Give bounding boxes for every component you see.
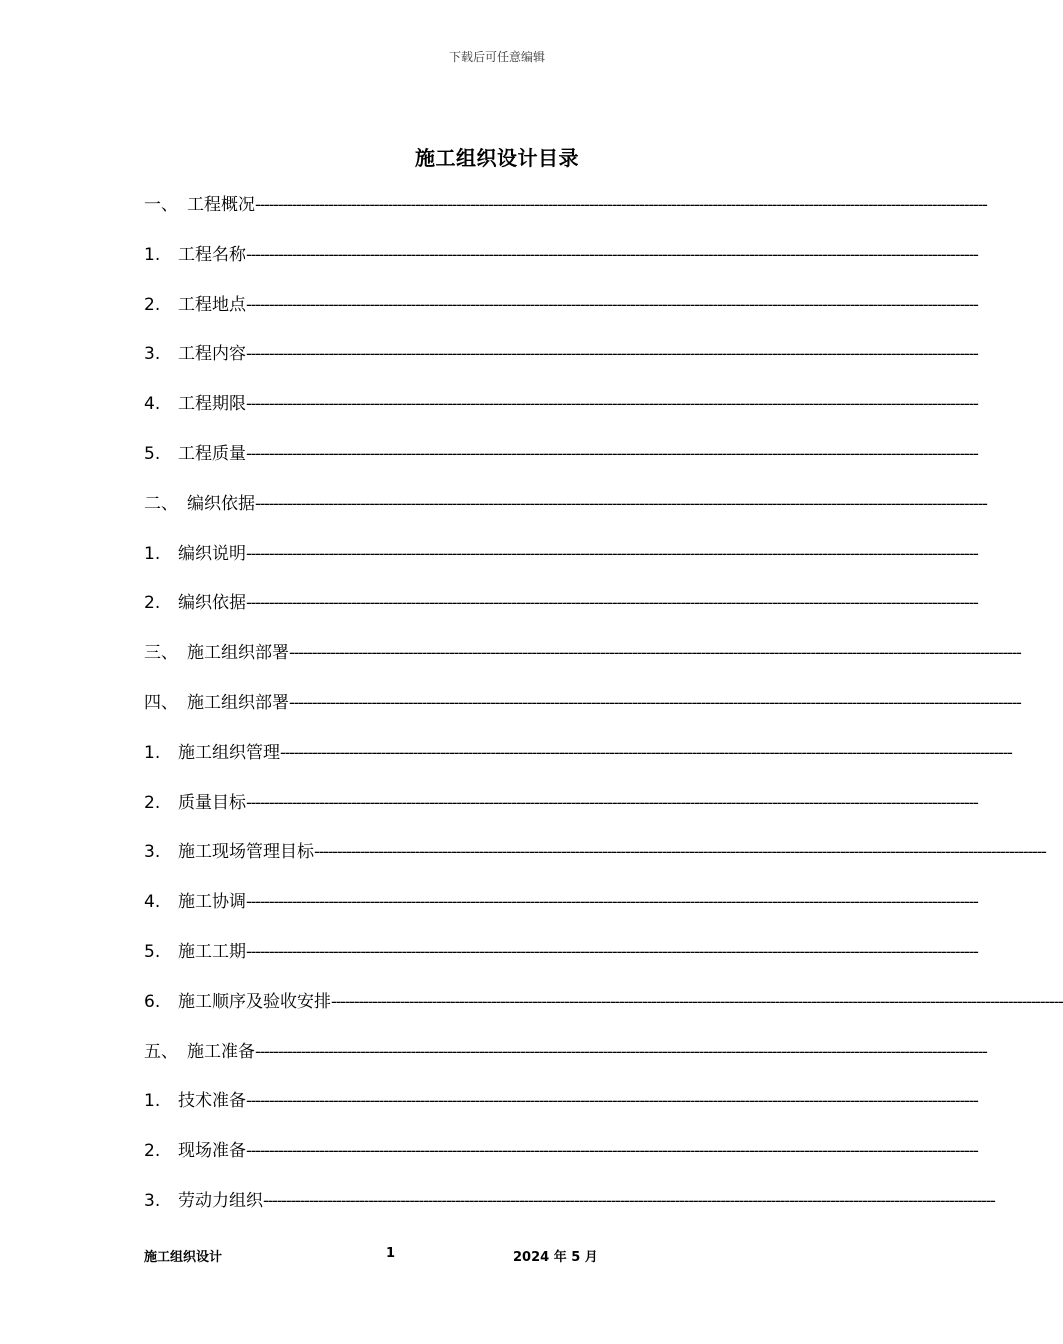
- toc-dash-leader: ----------------------------------------------------------------------------------------------------------------------------------------------------------------: [255, 493, 987, 513]
- toc-entry-number: 6.: [144, 991, 161, 1012]
- toc-dash-leader: ----------------------------------------------------------------------------------------------------------------------------------------------------------------: [263, 1190, 995, 1210]
- toc-entry-number: 2.: [144, 294, 161, 315]
- toc-entry-number: 4.: [144, 394, 161, 415]
- toc-entry-label: 工程质量: [178, 443, 246, 464]
- toc-entry: [144, 887, 978, 937]
- toc-entry: [144, 837, 1046, 887]
- toc-entry-number: 2.: [144, 1141, 161, 1162]
- toc-entry-label: 施工组织部署: [187, 643, 289, 664]
- toc-entry-label: 工程地点: [178, 294, 246, 315]
- toc-entry: [144, 240, 978, 290]
- toc-dash-leader: ----------------------------------------------------------------------------------------------------------------------------------------------------------------: [246, 294, 978, 314]
- toc-entry-label: 施工顺序及验收安排: [178, 991, 331, 1012]
- toc-dash-leader: ----------------------------------------------------------------------------------------------------------------------------------------------------------------: [246, 892, 978, 912]
- toc-entry-label: 施工现场管理目标: [178, 842, 314, 863]
- toc-entry: [144, 987, 1063, 1037]
- toc-dash-leader: ----------------------------------------------------------------------------------------------------------------------------------------------------------------: [289, 643, 1021, 663]
- toc-entry-label: 施工组织部署: [187, 692, 289, 713]
- toc-dash-leader: ----------------------------------------------------------------------------------------------------------------------------------------------------------------: [246, 1091, 978, 1111]
- toc-entry: [144, 339, 978, 389]
- toc-entry-number: 2.: [144, 593, 161, 614]
- toc-entry: [144, 539, 978, 589]
- toc-entry-label: 技术准备: [178, 1091, 246, 1112]
- toc-entry-number: 五、: [144, 1041, 178, 1062]
- toc-entry: [144, 439, 978, 489]
- toc-entry: [144, 190, 987, 240]
- toc-dash-leader: ----------------------------------------------------------------------------------------------------------------------------------------------------------------: [289, 692, 1021, 712]
- toc-entry-number: 2.: [144, 792, 161, 813]
- toc-entry-number: 5.: [144, 941, 161, 962]
- toc-entry: [144, 1186, 995, 1236]
- toc-dash-leader: ----------------------------------------------------------------------------------------------------------------------------------------------------------------: [246, 344, 978, 364]
- toc-dash-leader: ----------------------------------------------------------------------------------------------------------------------------------------------------------------: [246, 543, 978, 563]
- table-of-contents: [144, 190, 1063, 1236]
- toc-entry-number: 1.: [144, 1091, 161, 1112]
- toc-dash-leader: ----------------------------------------------------------------------------------------------------------------------------------------------------------------: [255, 195, 987, 214]
- document-title: 施工组织设计目录: [415, 146, 579, 170]
- toc-dash-leader: ----------------------------------------------------------------------------------------------------------------------------------------------------------------: [246, 443, 978, 463]
- toc-entry-number: 一、: [144, 195, 178, 215]
- toc-entry-number: 1.: [144, 244, 161, 265]
- toc-entry-label: 施工协调: [178, 892, 246, 913]
- toc-dash-leader: ----------------------------------------------------------------------------------------------------------------------------------------------------------------: [331, 991, 1063, 1011]
- toc-entry-number: 二、: [144, 493, 178, 514]
- toc-entry-label: 编织依据: [187, 493, 255, 514]
- toc-entry-label: 编织说明: [178, 543, 246, 564]
- toc-dash-leader: ----------------------------------------------------------------------------------------------------------------------------------------------------------------: [246, 394, 978, 414]
- page-footer: [144, 1246, 644, 1266]
- toc-entry-label: 工程期限: [178, 394, 246, 415]
- toc-entry: [144, 1086, 978, 1136]
- toc-dash-leader: ----------------------------------------------------------------------------------------------------------------------------------------------------------------: [246, 1141, 978, 1161]
- toc-dash-leader: ----------------------------------------------------------------------------------------------------------------------------------------------------------------: [246, 593, 978, 613]
- toc-entry-number: 3.: [144, 1190, 161, 1211]
- toc-entry-number: 3.: [144, 842, 161, 863]
- toc-entry-number: 四、: [144, 692, 178, 713]
- toc-entry-label: 施工工期: [178, 941, 246, 962]
- toc-entry: [144, 1136, 978, 1186]
- toc-dash-leader: ----------------------------------------------------------------------------------------------------------------------------------------------------------------: [246, 941, 978, 961]
- toc-entry: [144, 738, 1012, 788]
- toc-entry-label: 施工准备: [187, 1041, 255, 1062]
- toc-entry: [144, 937, 978, 987]
- toc-entry-label: 质量目标: [178, 792, 246, 813]
- toc-entry-label: 施工组织管理: [178, 742, 280, 763]
- toc-entry-label: 工程概况: [187, 195, 255, 215]
- toc-entry: [144, 290, 978, 340]
- toc-entry: [144, 588, 978, 638]
- toc-entry-number: 1.: [144, 742, 161, 763]
- toc-entry: [144, 489, 987, 539]
- footer-document-name: 施工组织设计: [144, 1250, 223, 1265]
- toc-dash-leader: ----------------------------------------------------------------------------------------------------------------------------------------------------------------: [246, 244, 978, 264]
- toc-entry-label: 劳动力组织: [178, 1190, 263, 1211]
- toc-entry-number: 三、: [144, 643, 178, 664]
- toc-entry-number: 4.: [144, 892, 161, 913]
- toc-entry: [144, 389, 978, 439]
- toc-entry: [144, 1037, 987, 1087]
- toc-entry-label: 工程内容: [178, 344, 246, 365]
- page-header-note: 下载后可任意编辑: [448, 50, 545, 64]
- toc-entry: [144, 788, 978, 838]
- toc-entry: [144, 688, 1021, 738]
- toc-entry-number: 5.: [144, 443, 161, 464]
- toc-entry-label: 现场准备: [178, 1141, 246, 1162]
- toc-dash-leader: ----------------------------------------------------------------------------------------------------------------------------------------------------------------: [246, 792, 978, 812]
- toc-dash-leader: ----------------------------------------------------------------------------------------------------------------------------------------------------------------: [255, 1041, 987, 1061]
- toc-entry: [144, 638, 1021, 688]
- toc-entry-label: 编织依据: [178, 593, 246, 614]
- footer-page-number: 1: [386, 1246, 396, 1261]
- toc-dash-leader: ----------------------------------------------------------------------------------------------------------------------------------------------------------------: [280, 742, 1012, 762]
- footer-date: 2024 年 5 月: [513, 1250, 598, 1265]
- toc-entry-number: 1.: [144, 543, 161, 564]
- toc-entry-label: 工程名称: [178, 244, 246, 265]
- toc-entry-number: 3.: [144, 344, 161, 365]
- toc-dash-leader: ----------------------------------------------------------------------------------------------------------------------------------------------------------------: [314, 842, 1046, 862]
